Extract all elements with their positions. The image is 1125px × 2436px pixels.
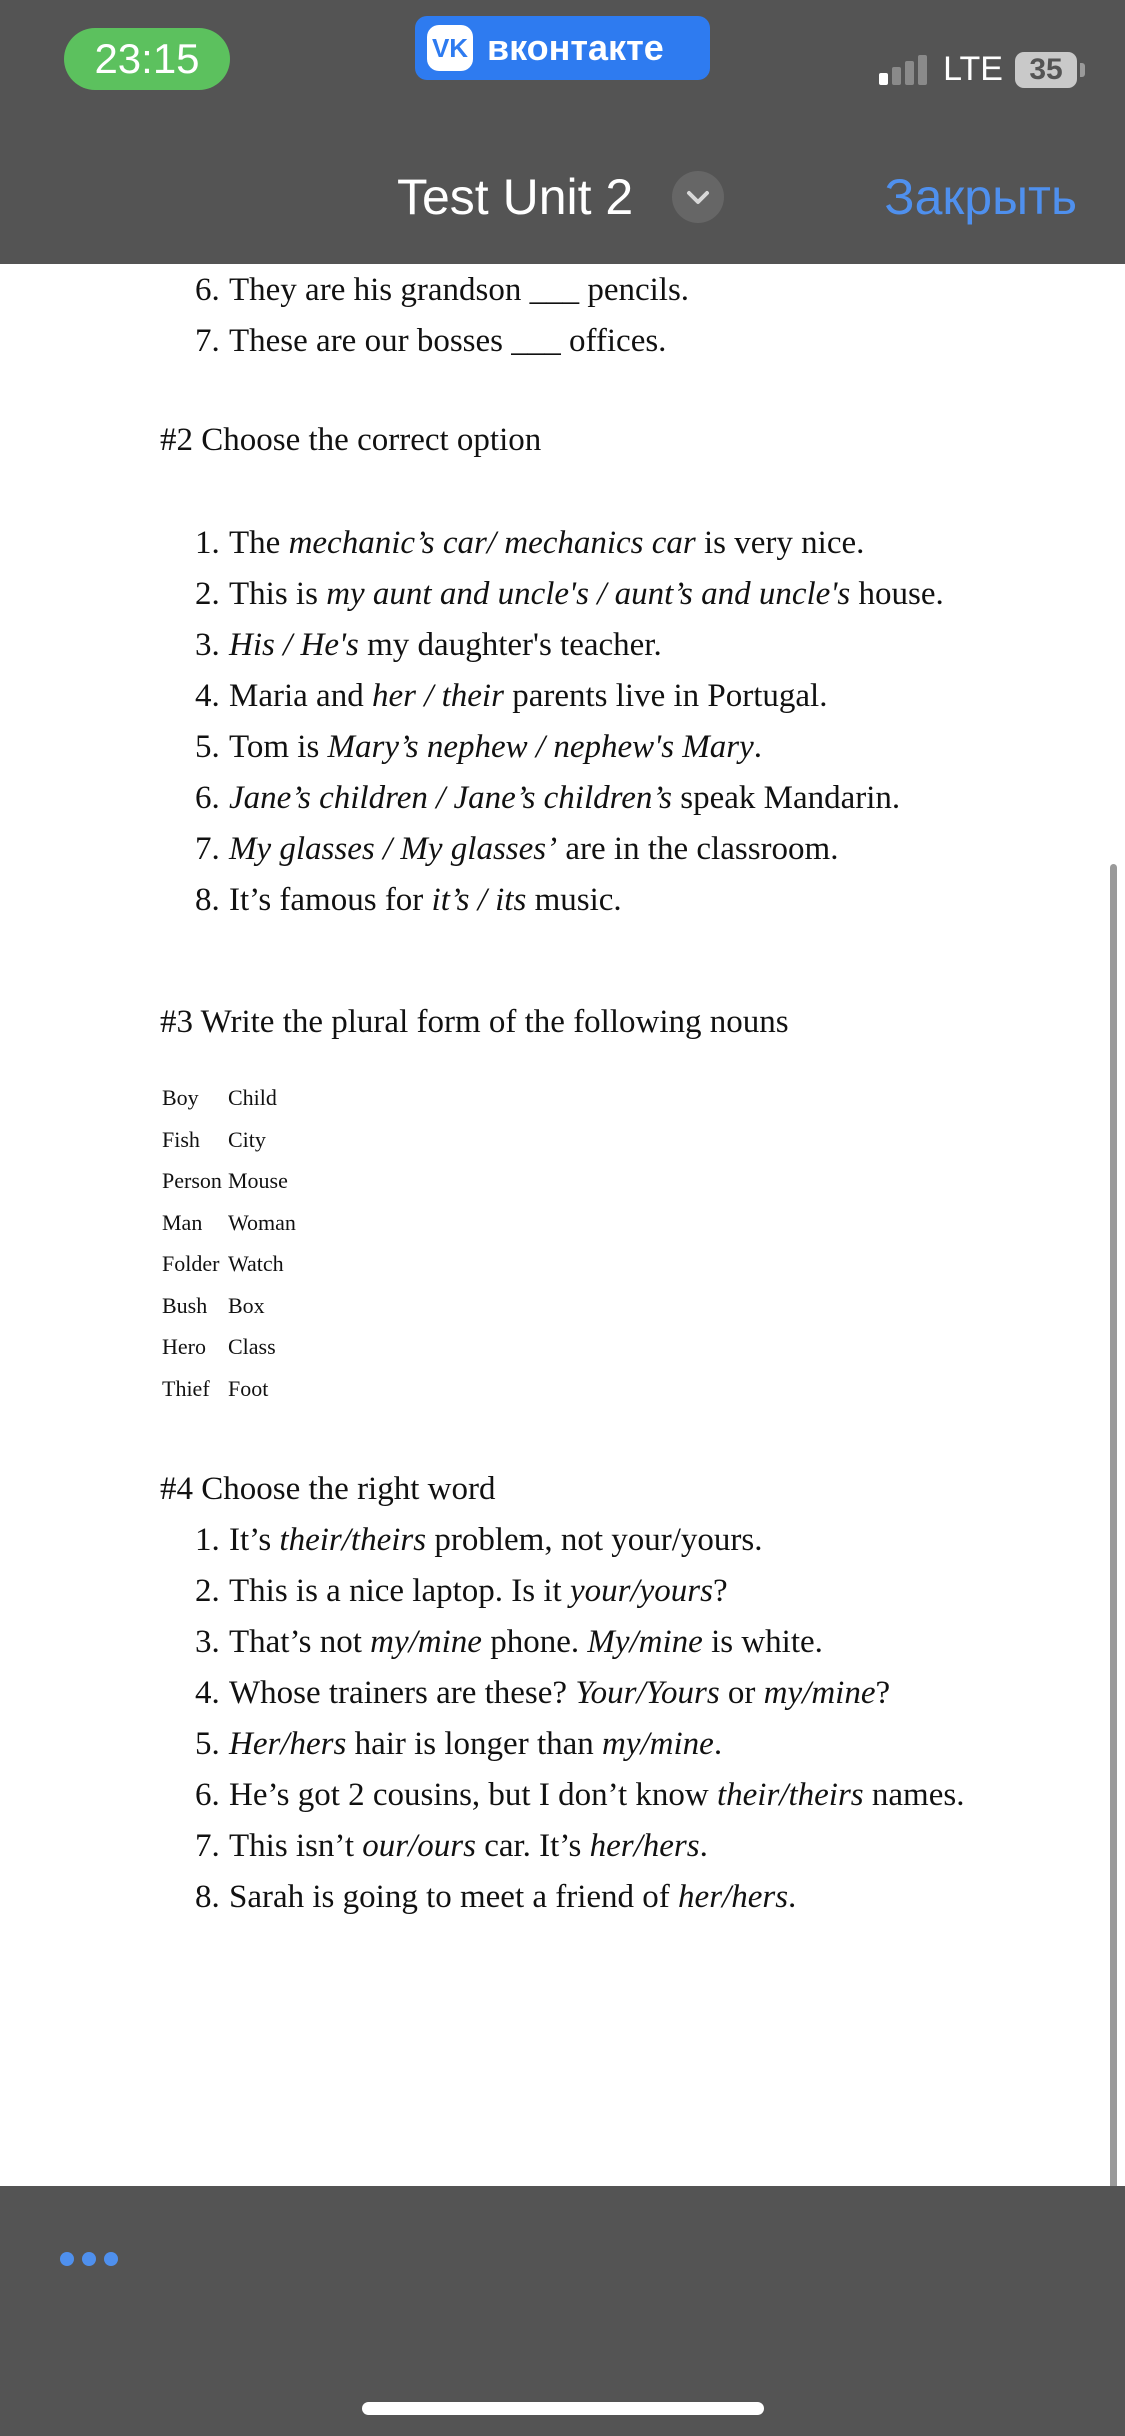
sentence-text: The xyxy=(229,525,289,561)
top-bar xyxy=(0,0,1125,264)
list-item xyxy=(195,676,827,716)
option-text: my/mine xyxy=(602,1726,714,1762)
sentence-text: house. xyxy=(850,576,944,612)
more-dot xyxy=(104,2252,118,2266)
list-item xyxy=(195,1622,823,1662)
option-text: my/mine xyxy=(370,1624,482,1660)
option-text: your/yours xyxy=(569,1573,713,1609)
sentence-text: parents live in Portugal. xyxy=(503,678,828,714)
list-item xyxy=(195,880,622,920)
list-number: 7. xyxy=(195,323,220,359)
sentence-text: Sarah is going to meet a friend of xyxy=(229,1879,679,1915)
sentence-text: . xyxy=(753,729,763,765)
signal-bar xyxy=(905,61,914,85)
option-text: my/mine xyxy=(763,1675,876,1711)
sentence-text: Whose trainers are these? xyxy=(229,1675,576,1711)
list-number: 8. xyxy=(195,882,220,918)
sentence-text: names. xyxy=(863,1777,965,1813)
battery-icon xyxy=(1015,52,1085,88)
option-text: her / their xyxy=(371,678,504,714)
sentence-text: my daughter's teacher. xyxy=(358,627,662,663)
list-number: 4. xyxy=(195,678,220,714)
option-text: Her/hers xyxy=(229,1726,347,1762)
vk-badge-label: вконтакте xyxy=(487,27,664,68)
network-type: LTE xyxy=(943,50,1003,88)
list-item xyxy=(195,1724,722,1764)
noun-cell: Box xyxy=(228,1292,265,1318)
sentence-text: This is xyxy=(229,576,327,612)
list-number: 1. xyxy=(195,525,220,561)
list-item xyxy=(195,1877,796,1917)
option-text: her/hers xyxy=(678,1879,789,1915)
noun-cell: Man xyxy=(162,1209,203,1235)
option-text: His / He's xyxy=(229,627,359,663)
list-item xyxy=(195,1826,708,1866)
section-heading: #4 Choose the right word xyxy=(160,1471,496,1507)
noun-cell: Foot xyxy=(228,1375,269,1401)
noun-cell: Class xyxy=(228,1334,276,1359)
list-number: 6. xyxy=(195,780,220,816)
sentence-text: speak Mandarin. xyxy=(672,780,901,816)
list-number: 1. xyxy=(195,1522,220,1558)
sentence-text: or xyxy=(719,1675,764,1711)
list-number: 2. xyxy=(195,576,220,612)
list-item xyxy=(195,321,666,361)
list-item xyxy=(195,270,689,310)
document-page[interactable] xyxy=(0,264,1125,2186)
noun-cell: City xyxy=(228,1126,266,1152)
battery-level: 35 xyxy=(1015,52,1077,88)
noun-cell: Child xyxy=(228,1085,277,1110)
noun-cell: Thief xyxy=(162,1375,210,1401)
sentence-text: ? xyxy=(875,1675,891,1711)
list-item xyxy=(195,625,662,665)
chevron-down-icon[interactable] xyxy=(672,171,724,223)
signal-bar xyxy=(892,67,901,85)
list-number: 7. xyxy=(195,1828,220,1864)
noun-cell: Hero xyxy=(162,1334,206,1359)
list-number: 5. xyxy=(195,1726,220,1762)
bottom-toolbar xyxy=(0,2186,1125,2436)
list-number: 6. xyxy=(195,1777,220,1813)
home-indicator[interactable] xyxy=(362,2402,764,2415)
sentence-text: phone. xyxy=(481,1624,588,1660)
list-item xyxy=(195,1520,762,1560)
sentence-text: . xyxy=(713,1726,723,1762)
sentence-text: are in the classroom. xyxy=(557,831,839,867)
noun-cell: Mouse xyxy=(228,1168,288,1193)
list-item xyxy=(195,1673,890,1713)
noun-cell: Watch xyxy=(228,1251,284,1276)
noun-cell: Bush xyxy=(162,1292,208,1318)
option-text: her/hers xyxy=(589,1828,700,1864)
section-heading: #2 Choose the correct option xyxy=(160,422,542,458)
sentence-text: These are our bosses ___ offices. xyxy=(229,323,667,359)
signal-bar xyxy=(879,73,888,85)
sentence-text: This isn’t xyxy=(229,1828,363,1864)
list-number: 4. xyxy=(195,1675,220,1711)
list-number: 6. xyxy=(195,272,220,308)
vk-logo-icon: VK xyxy=(427,25,473,71)
status-time[interactable]: 23:15 xyxy=(64,28,230,90)
option-text: our/ours xyxy=(362,1828,476,1864)
list-item xyxy=(195,778,900,818)
sentence-text: music. xyxy=(526,882,622,918)
list-item xyxy=(195,523,864,563)
close-button[interactable]: Закрыть xyxy=(884,169,1077,225)
noun-cell: Woman xyxy=(228,1209,296,1235)
option-text: My glasses / My glasses’ xyxy=(229,831,558,867)
sentence-text: is very nice. xyxy=(695,525,865,561)
option-text: Jane’s children / Jane’s children’s xyxy=(229,780,672,816)
noun-cell: Folder xyxy=(162,1251,220,1276)
sentence-text: He’s got 2 cousins, but I don’t know xyxy=(229,1777,717,1813)
list-number: 3. xyxy=(195,627,220,663)
list-item xyxy=(195,1571,728,1611)
list-number: 2. xyxy=(195,1573,220,1609)
list-number: 3. xyxy=(195,1624,220,1660)
cellular-signal-icon xyxy=(879,55,931,85)
noun-cell: Person xyxy=(162,1168,222,1193)
more-dot xyxy=(82,2252,96,2266)
sentence-text: That’s not xyxy=(229,1624,371,1660)
status-indicators xyxy=(879,50,1085,89)
sentence-text: ? xyxy=(712,1573,728,1609)
list-number: 5. xyxy=(195,729,220,765)
list-item xyxy=(195,829,838,869)
sentence-text: . xyxy=(788,1879,797,1915)
list-item xyxy=(195,727,762,767)
option-text: Your/Yours xyxy=(575,1675,720,1711)
sentence-text: Maria and xyxy=(229,678,372,714)
battery-cap xyxy=(1080,63,1085,77)
noun-cell: Fish xyxy=(162,1126,200,1152)
sentence-text: car. It’s xyxy=(475,1828,590,1864)
sentence-text: problem, not your/yours. xyxy=(426,1522,763,1558)
section-heading: #3 Write the plural form of the following nouns xyxy=(160,1004,789,1040)
noun-cell: Boy xyxy=(162,1085,199,1110)
sentence-text: This is a nice laptop. Is it xyxy=(229,1573,570,1609)
sentence-text: hair is longer than xyxy=(346,1726,603,1762)
signal-bar xyxy=(918,55,927,85)
list-item xyxy=(195,1775,964,1815)
option-text: mechanic’s car/ mechanics car xyxy=(288,525,696,561)
option-text: it’s / its xyxy=(431,882,527,918)
document-title: Test Unit 2 xyxy=(397,169,634,225)
list-number: 7. xyxy=(195,831,220,867)
scrollbar[interactable] xyxy=(1110,864,1117,2186)
option-text: their/theirs xyxy=(279,1522,427,1558)
option-text: Mary’s nephew / nephew's Mary xyxy=(327,729,754,765)
sentence-text: They are his grandson ___ pencils. xyxy=(229,272,690,308)
list-number: 8. xyxy=(195,1879,220,1915)
more-dot xyxy=(60,2252,74,2266)
sentence-text: It’s xyxy=(229,1522,280,1558)
option-text: their/theirs xyxy=(716,1777,864,1813)
sentence-text: is white. xyxy=(702,1624,823,1660)
more-dots-icon[interactable] xyxy=(60,2252,126,2266)
sentence-text: . xyxy=(699,1828,708,1864)
list-item xyxy=(195,574,944,614)
option-text: My/mine xyxy=(587,1624,703,1660)
option-text: my aunt and uncle's / aunt’s and uncle's xyxy=(326,576,851,612)
vk-return-badge[interactable] xyxy=(415,16,710,80)
sentence-text: It’s famous for xyxy=(229,882,432,918)
sentence-text: Tom is xyxy=(229,729,328,765)
